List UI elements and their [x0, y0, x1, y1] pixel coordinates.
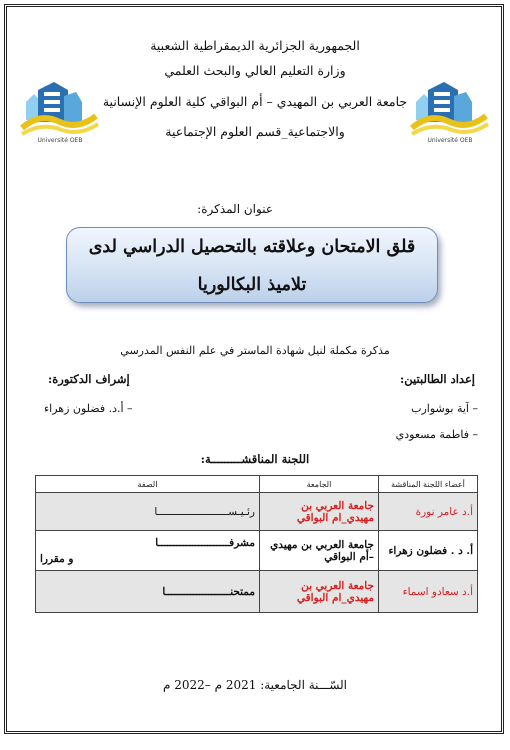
member-university: جامعة العربي بن مهيدي_ام البواقي: [260, 493, 379, 531]
member-university: جامعة العربي بن مهيدي –أم البواقي: [260, 531, 379, 571]
table-row: [36, 571, 478, 613]
member-role: رئـيـســـــــــــــــــــــــا: [154, 505, 255, 518]
member-role-cell: [36, 531, 260, 571]
thesis-subtitle: مذكرة مكملة لنيل شهادة الماستر في علم النفس المدرسي: [120, 344, 390, 357]
member-name: أ.د عامر نورة: [379, 493, 478, 531]
university-logo-left: [410, 82, 490, 144]
svg-text:Université OEB: Université OEB: [37, 137, 83, 144]
supervisor-label: إشراف الدكتورة:: [48, 372, 130, 386]
header-republic: الجمهورية الجزائرية الديمقراطية الشعبية: [150, 38, 360, 53]
student-name: – فاطمة مسعودي: [395, 428, 478, 441]
member-role-cell: [36, 493, 260, 531]
member-role: ممتحنـــــــــــــــــــــا: [162, 585, 255, 598]
academic-year: السّـــنة الجامعية: 2021 م –2022 م: [162, 678, 348, 692]
students-label: إعداد الطالبتين:: [400, 372, 475, 386]
svg-text:Université OEB: Université OEB: [427, 137, 473, 144]
member-role-extra: و مقررا: [40, 552, 74, 565]
member-university: جامعة العربي بن مهيدي_ام البواقي: [260, 571, 379, 613]
header-member: أعضاء اللجنة المناقشة: [379, 476, 478, 493]
member-name: أ. د . فضلون زهراء: [379, 531, 478, 571]
table-row: [36, 531, 478, 571]
table-row: [36, 493, 478, 531]
thesis-title-line-1: قلق الامتحان وعلاقته بالتحصيل الدراسي لدى: [88, 237, 416, 257]
table-header-row: [36, 476, 478, 493]
header-university: جامعة العربي بن المهيدي – أم البواقي كلية العلوم الإنسانية: [102, 94, 408, 109]
member-name: أ.د سعادو اسماء: [379, 571, 478, 613]
header-role: الصفة: [36, 476, 260, 493]
supervisor-name: – أ.د. فضلون زهراء: [44, 402, 133, 415]
member-role: مشرفـــــــــــــــــــــــا: [155, 536, 255, 549]
header-ministry: وزارة التعليم العالي والبحث العلمي: [164, 63, 346, 78]
thesis-title-box: [66, 227, 438, 303]
header-university: الجامعة: [260, 476, 379, 493]
committee-label: اللجنة المناقشـــــــــة:: [200, 452, 310, 466]
university-logo-right: [20, 82, 100, 144]
student-name: – آية بوشوارب: [411, 402, 478, 415]
header-department: والاجتماعية_قسم العلوم الإجتماعية: [165, 124, 345, 139]
member-role-cell: [36, 571, 260, 613]
committee-table: [35, 475, 478, 613]
thesis-title-line-2: تلاميذ البكالوريا: [197, 275, 307, 295]
thesis-title-label: عنوان المذكرة:: [197, 202, 273, 216]
